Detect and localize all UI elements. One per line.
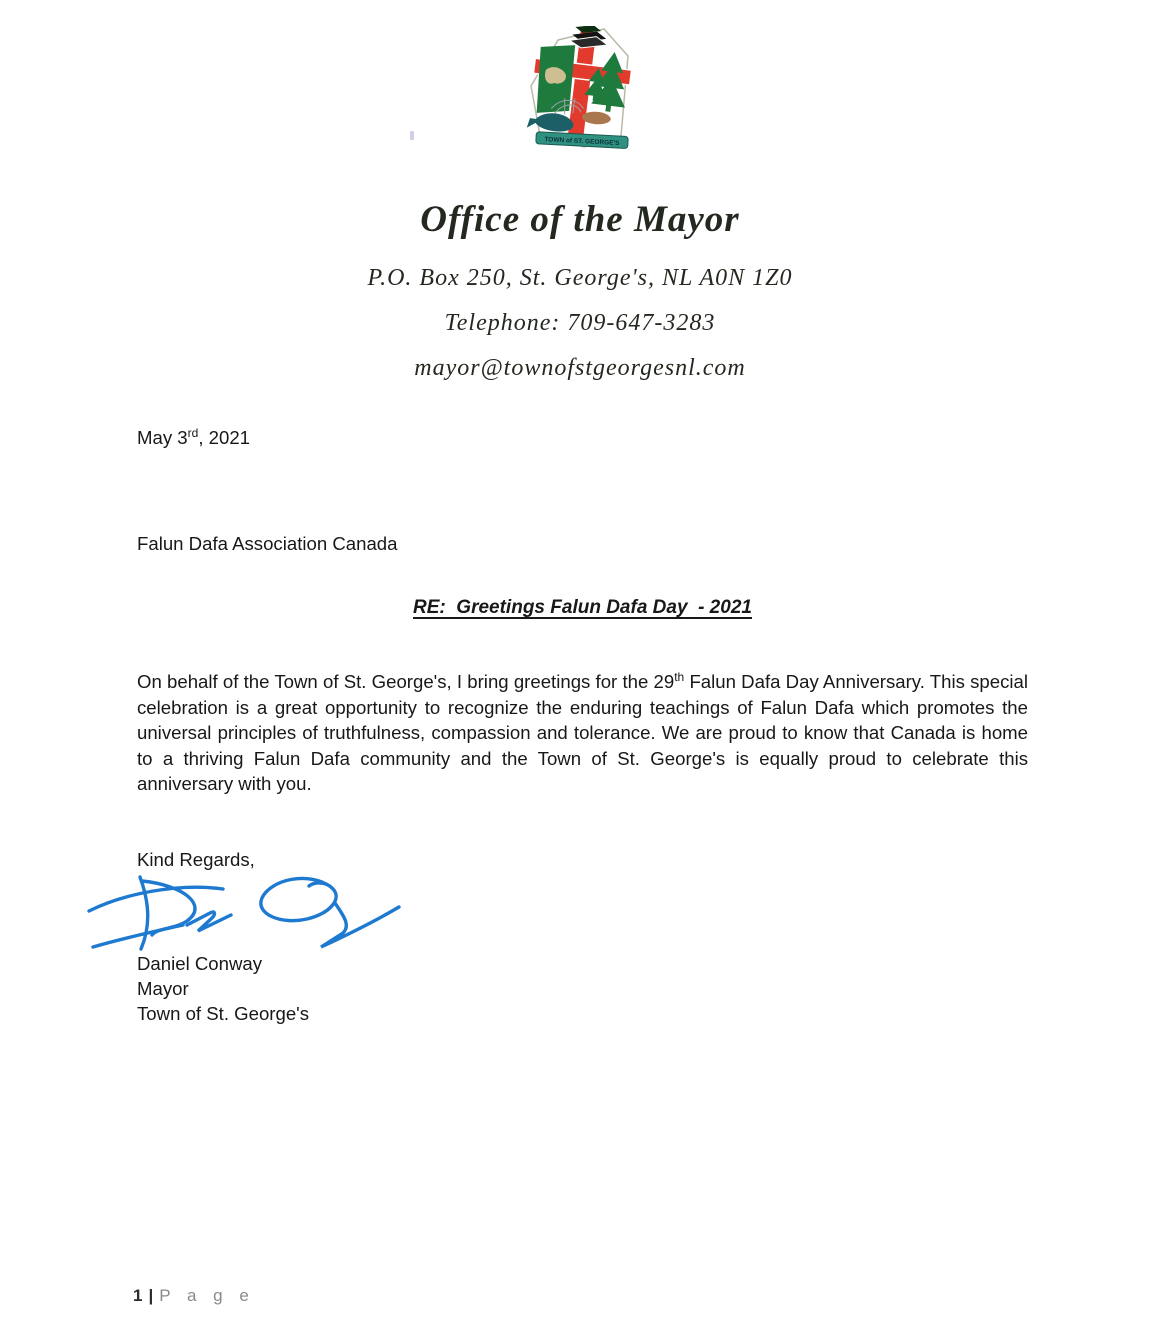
subject-line [137,597,1028,619]
signer-title: Mayor [137,977,189,999]
closing-line: Kind Regards, [137,848,255,870]
body-text-part1: On behalf of the Town of St. George's, I bring greetings for the 29 [137,671,675,692]
letterhead [0,200,1160,391]
letter-body [137,427,1028,1026]
address-line: P.O. Box 250, St. George's, NL A0N 1Z0 [367,265,793,291]
logo-container [0,0,1160,150]
body-text-part2: Falun Dafa Day Anniversary. This special celebration is a great opportunity to recognize the enduring teachings of Falun Dafa which promotes the universal principles of truthfulness, compassion and tolerance. We are proud to know that Canada is home to a thriving Falun Dafa community and the Town of St. George's is equally proud to celebrate this anniversary with you. [137,671,1028,795]
footer-separator: | [148,1286,154,1305]
date-ordinal-superscript: rd [187,425,199,440]
town-crest-logo-icon [524,26,636,150]
signature-container [85,865,1028,965]
date-prefix: May 3 [137,427,188,448]
telephone-line: Telephone: 709-647-3283 [444,310,716,336]
recipient-line: Falun Dafa Association Canada [137,533,398,554]
signer-name: Daniel Conway [137,952,263,974]
date-line [137,427,1028,449]
date-suffix: , 2021 [198,427,251,448]
handwritten-signature-icon [85,865,425,965]
signer-organization: Town of St. George's [137,1002,310,1024]
email-line: mayor@townofstgeorgesnl.com [414,355,746,381]
office-title: Office of the Mayor [420,199,740,240]
footer-page-label: P a g e [159,1286,255,1305]
page-footer [133,1286,255,1306]
subject-text: RE: Greetings Falun Dafa Day - 2021 [413,597,752,618]
anniversary-ordinal-superscript: th [674,669,685,684]
logo-banner-text: TOWN of ST. GEORGE'S [544,136,620,148]
scan-artifact [410,131,414,140]
body-paragraph [137,669,1028,797]
page-number: 1 [133,1286,143,1305]
